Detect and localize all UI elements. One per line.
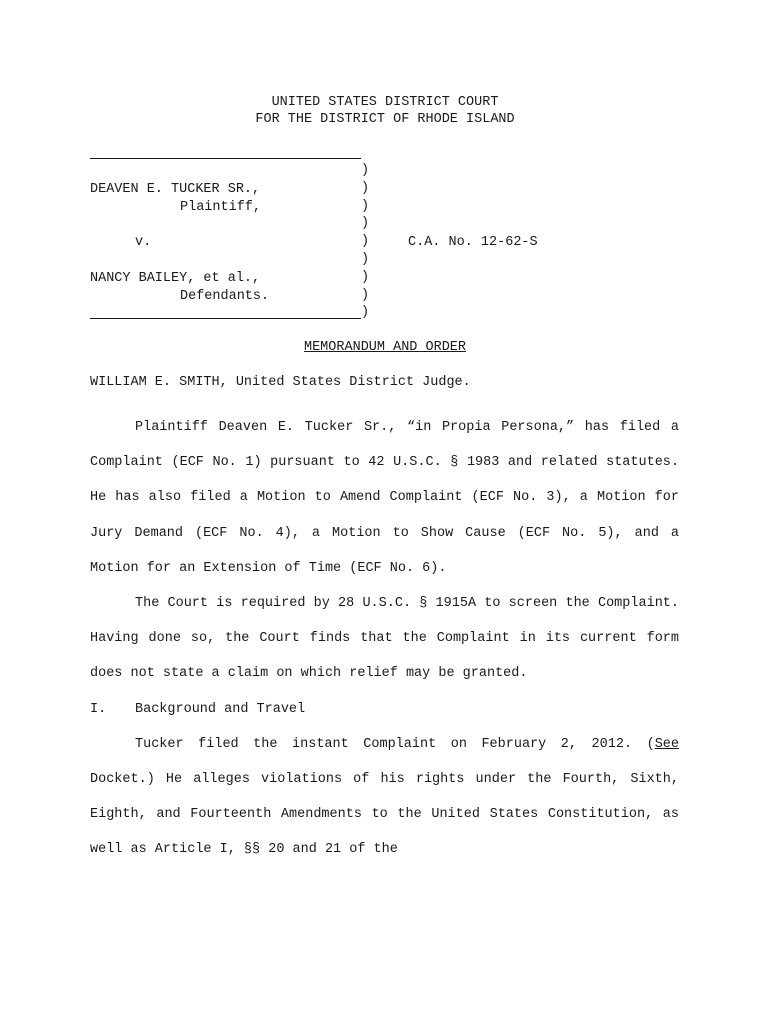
plaintiff-role: Plaintiff, xyxy=(180,200,262,215)
defendant-role: Defendants. xyxy=(180,289,270,304)
caption-bottom-rule xyxy=(90,318,361,319)
see-signal: See xyxy=(654,736,679,752)
defendant-name: NANCY BAILEY, et al., xyxy=(90,271,261,286)
memorandum-heading: MEMORANDUM AND ORDER xyxy=(303,340,467,355)
court-title xyxy=(0,94,770,128)
section-title: Background and Travel xyxy=(135,701,306,717)
versus-label: v. xyxy=(135,235,152,250)
caption-paren: ) xyxy=(361,180,370,196)
caption-paren: ) xyxy=(361,234,370,250)
paragraph-background-text: Tucker filed the instant Complaint on February 2, 2012. ( xyxy=(135,736,655,752)
judge-line: WILLIAM E. SMITH, United States District Judge. xyxy=(90,375,471,390)
plaintiff-name: DEAVEN E. TUCKER SR., xyxy=(90,182,261,197)
paragraph-introduction: Plaintiff Deaven E. Tucker Sr., “in Propia Persona,” has filed a Complaint (ECF No. 1) pursuant to 42 U.S.C. § 1983 and related statutes. He has also filed a Motion to Amend Complaint (ECF No. 3), a Motion for Jury Demand (ECF No. 4), a Motion to Show Cause (ECF No. 5), and a Motion for an Extension of Time (ECF No. 6). xyxy=(90,420,679,576)
caption-paren: ) xyxy=(361,216,370,232)
caption-paren: ) xyxy=(361,287,370,303)
paragraph-screening: The Court is required by 28 U.S.C. § 1915A to screen the Complaint. Having done so, the Court finds that the Complaint in its current form does not state a claim on which relief may be granted. xyxy=(90,596,679,682)
section-number: I. xyxy=(90,701,107,717)
paragraph-background-text-cont: Docket.) He alleges violations of his rights under the Fourth, Sixth, Eighth, and Fourteenth Amendments to the United States Constitution, as well as Article I, §§ 20 and 21 of the xyxy=(90,772,679,858)
court-name: UNITED STATES DISTRICT COURT xyxy=(271,95,499,110)
caption-paren: ) xyxy=(361,163,370,178)
caption-paren: ) xyxy=(361,305,370,321)
case-caption xyxy=(90,148,690,328)
caption-paren: ) xyxy=(361,269,370,285)
court-district: FOR THE DISTRICT OF RHODE ISLAND xyxy=(255,112,515,127)
document-body xyxy=(90,410,679,868)
caption-paren-column xyxy=(361,162,369,322)
caption-paren: ) xyxy=(361,198,370,214)
section-heading xyxy=(90,692,679,727)
paragraph-background xyxy=(90,727,679,868)
caption-paren: ) xyxy=(361,251,370,267)
case-number: C.A. No. 12-62-S xyxy=(408,235,538,250)
caption-top-rule xyxy=(90,158,361,159)
